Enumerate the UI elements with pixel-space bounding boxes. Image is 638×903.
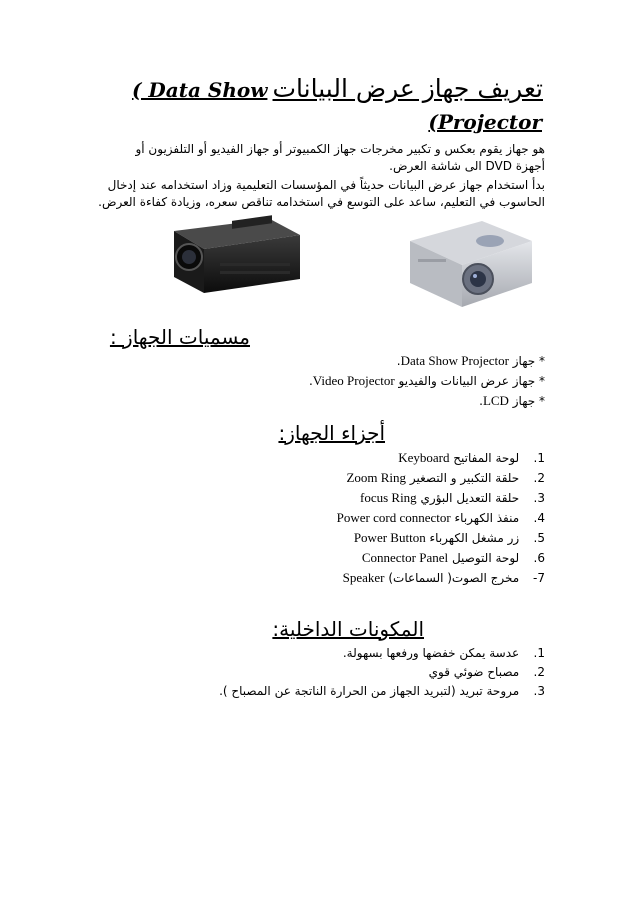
bullet: * bbox=[539, 394, 545, 408]
item-english: Keyboard bbox=[398, 450, 450, 465]
list-item bbox=[309, 391, 545, 411]
item-english: Connector Panel bbox=[361, 550, 449, 565]
item-end: . bbox=[396, 354, 401, 368]
item-arabic: حلقة التكبير و التصغير bbox=[409, 471, 520, 485]
silver-projector-image bbox=[404, 207, 536, 317]
item-arabic: لوحة التوصيل bbox=[451, 551, 520, 565]
item-arabic: عدسة يمكن خفضها ورفعها بسهولة. bbox=[342, 646, 520, 660]
intro-paragraph-1 bbox=[85, 141, 545, 175]
item-english: Power cord connector bbox=[336, 510, 451, 525]
item-number: 1. bbox=[533, 646, 545, 660]
list-item bbox=[337, 508, 545, 528]
parts-list bbox=[337, 448, 545, 588]
names-heading: مسميات الجهاز : bbox=[109, 325, 250, 349]
item-number: 3. bbox=[533, 491, 545, 505]
item-english: Zoom Ring bbox=[346, 470, 407, 485]
internal-list bbox=[219, 644, 545, 701]
list-item bbox=[337, 528, 545, 548]
item-number: 2. bbox=[533, 471, 545, 485]
item-end: . bbox=[308, 374, 313, 388]
list-item bbox=[219, 682, 545, 701]
item-arabic: جهاز bbox=[512, 394, 536, 408]
bullet: * bbox=[539, 374, 545, 388]
item-english: LCD bbox=[482, 393, 509, 408]
item-end: . bbox=[479, 394, 483, 408]
item-number: 3. bbox=[533, 684, 545, 698]
list-item bbox=[337, 468, 545, 488]
intro-paragraph-2 bbox=[85, 177, 545, 211]
list-item bbox=[219, 644, 545, 663]
item-arabic: منفذ الكهرباء bbox=[454, 511, 520, 525]
names-list bbox=[309, 351, 545, 411]
title-english: ( Data Show bbox=[131, 78, 268, 102]
item-number: 4. bbox=[533, 511, 545, 525]
black-projector-image bbox=[160, 213, 302, 298]
item-english: Speaker bbox=[342, 570, 385, 585]
item-number: 5. bbox=[533, 531, 545, 545]
item-arabic: جهاز عرض البيانات والفيديو bbox=[398, 374, 536, 388]
intro-line-2: أجهزة DVD الى شاشة العرض. bbox=[389, 159, 545, 173]
list-item bbox=[337, 548, 545, 568]
item-arabic: جهاز bbox=[512, 354, 536, 368]
item-arabic: لوحة المفاتيح bbox=[453, 451, 520, 465]
item-english: Video Projector bbox=[312, 373, 395, 388]
list-item bbox=[219, 663, 545, 682]
intro-line-4: الحاسوب في التعليم، ساعد على التوسع في استخدامه تناقص سعره، وزيادة كفاءة العرض. bbox=[98, 195, 545, 209]
list-item bbox=[337, 488, 545, 508]
title-english-line2: (Projector bbox=[428, 110, 542, 134]
bullet: * bbox=[539, 354, 545, 368]
title-arabic: تعريف جهاز عرض البيانات bbox=[272, 74, 543, 103]
item-number: 2. bbox=[533, 665, 545, 679]
document-title bbox=[92, 74, 543, 108]
list-item bbox=[309, 371, 545, 391]
item-arabic: حلقة التعديل البؤري bbox=[420, 491, 520, 505]
list-item bbox=[309, 351, 545, 371]
internal-heading: المكونات الداخلية: bbox=[272, 617, 424, 641]
item-arabic: مصباح ضوئي قوي bbox=[428, 665, 520, 679]
item-arabic: زر مشغل الكهرباء bbox=[429, 531, 520, 545]
item-english: focus Ring bbox=[359, 490, 417, 505]
item-english: Power Button bbox=[353, 530, 426, 545]
item-number: 6. bbox=[533, 551, 545, 565]
intro-line-1: هو جهاز يقوم بعكس و تكبير مخرجات جهاز الكمبيوتر أو جهاز الفيديو أو التلفزيون أو bbox=[135, 142, 545, 156]
item-arabic: مروحة تبريد (لتبريد الجهاز من الحرارة الناتجة عن المصباح ). bbox=[219, 684, 520, 698]
item-english: Data Show Projector bbox=[400, 353, 509, 368]
parts-heading: أجزاء الجهاز: bbox=[278, 421, 385, 445]
intro-line-3: بدأ استخدام جهاز عرض البيانات حديثاً في المؤسسات التعليمية وزاد استخدامه عند إدخال bbox=[107, 178, 545, 192]
item-number: 1. bbox=[533, 451, 545, 465]
list-item bbox=[337, 448, 545, 468]
list-item bbox=[337, 568, 545, 588]
item-arabic: مخرج الصوت( السماعات) bbox=[388, 571, 520, 585]
item-number: 7- bbox=[533, 571, 545, 585]
